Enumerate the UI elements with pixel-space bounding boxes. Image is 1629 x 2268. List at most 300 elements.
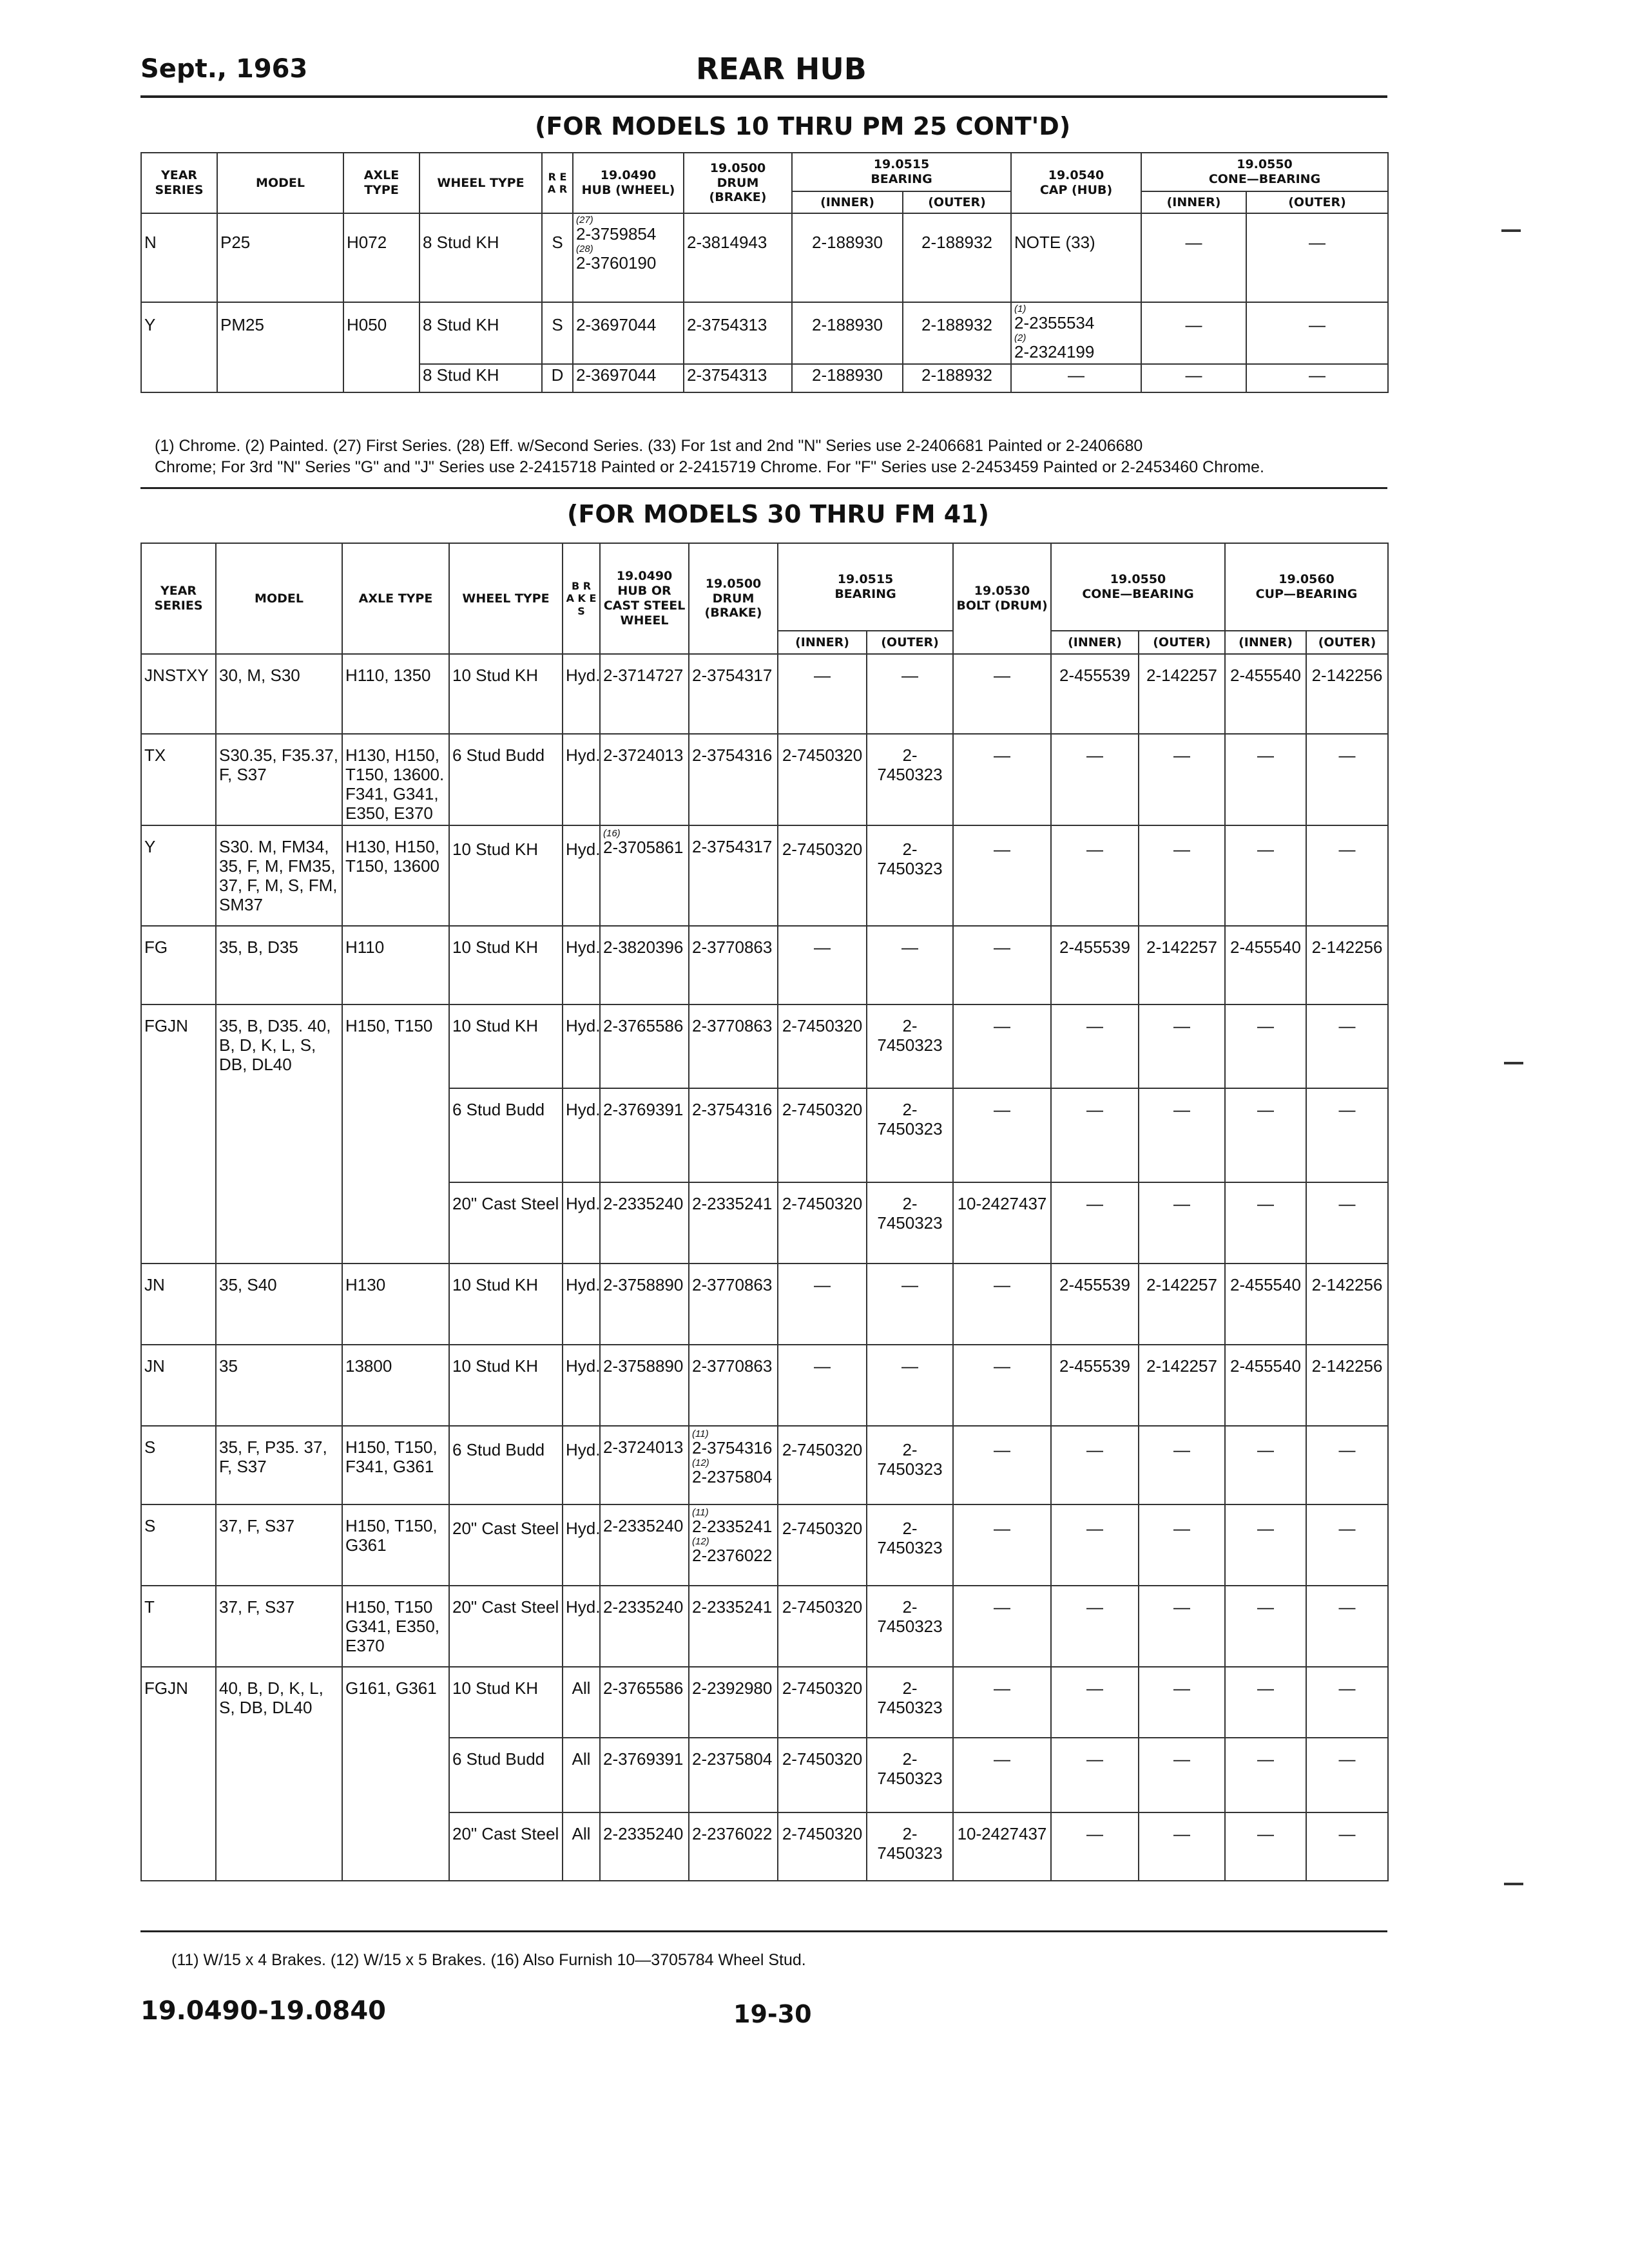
- cell-axle: H050: [343, 302, 419, 392]
- cell-year: JNSTXY: [141, 654, 216, 734]
- cell-cup-outer: —: [1306, 1812, 1388, 1881]
- table-row: [141, 825, 1388, 926]
- cell-brakes: All: [563, 1667, 600, 1738]
- cell-cone-outer: —: [1139, 1586, 1225, 1667]
- cell-year: JN: [141, 1345, 216, 1426]
- col-hub-code: 19.0490: [600, 168, 657, 183]
- cell-cone-inner: —: [1051, 825, 1139, 926]
- col-cone: [1051, 543, 1225, 631]
- cell-cup-inner: —: [1225, 1426, 1306, 1504]
- cell-wheel: 10 Stud KH: [449, 1264, 563, 1345]
- col-drum: [684, 153, 792, 213]
- cell-inner: 2-7450320: [778, 1426, 867, 1504]
- cell-hub: 2-2335240: [600, 1182, 689, 1264]
- cell-inner: 2-7450320: [778, 825, 867, 926]
- cell-wheel: 10 Stud KH: [449, 1345, 563, 1426]
- table1-footnote: [155, 436, 1379, 477]
- cell-drum: 2-2375804: [689, 1738, 778, 1812]
- note-ref: (11): [692, 1507, 709, 1518]
- margin-mark: [1504, 1062, 1523, 1064]
- cell-wheel: 20" Cast Steel: [449, 1182, 563, 1264]
- col-cap-code: 19.0540: [1048, 168, 1104, 183]
- cell-cup-inner: —: [1225, 1738, 1306, 1812]
- cell-outer: —: [867, 926, 953, 1004]
- col-bearing-outer: (OUTER): [903, 191, 1011, 213]
- col-bearing-code: 19.0515: [873, 157, 930, 172]
- cell-hub: 2-3697044: [573, 364, 684, 392]
- cell-cone-outer: —: [1246, 302, 1388, 364]
- table-row: [141, 1586, 1388, 1667]
- cell-bolt: —: [953, 654, 1051, 734]
- cell-inner: 2-7450320: [778, 1182, 867, 1264]
- part-number: 2-2355534: [1014, 313, 1095, 332]
- cell-cone-inner: —: [1141, 213, 1246, 302]
- cell-cone-inner: —: [1051, 1504, 1139, 1586]
- divider: [140, 487, 1387, 489]
- cell-hub: 2-3820396: [600, 926, 689, 1004]
- cell-brakes: Hyd.: [563, 825, 600, 926]
- cell-cup-outer: 2-142256: [1306, 926, 1388, 1004]
- table2: [140, 543, 1389, 1881]
- col-bearing: [792, 153, 1011, 191]
- cell-cup-inner: —: [1225, 1088, 1306, 1182]
- cell-outer: 2-7450323: [867, 1504, 953, 1586]
- cell-bolt: —: [953, 1504, 1051, 1586]
- col-drum-code: 19.0500: [709, 160, 766, 175]
- table1: [140, 152, 1389, 393]
- cell-cup-inner: 2-455540: [1225, 1345, 1306, 1426]
- cell-cone-inner: 2-455539: [1051, 1264, 1139, 1345]
- cell-cup-outer: —: [1306, 1182, 1388, 1264]
- cell-outer: 2-188932: [903, 364, 1011, 392]
- note-ref: (27): [576, 215, 593, 226]
- cell-cone-outer: 2-142257: [1139, 926, 1225, 1004]
- cell-cup-inner: —: [1225, 1182, 1306, 1264]
- table1-title: (FOR MODELS 10 THRU PM 25 CONT'D): [535, 112, 1071, 140]
- cell-hub: 2-2335240: [600, 1586, 689, 1667]
- col-cup-inner: (INNER): [1225, 631, 1306, 654]
- cell-cone-outer: —: [1139, 1504, 1225, 1586]
- cell-bolt: —: [953, 1004, 1051, 1088]
- cell-wheel: 6 Stud Budd: [449, 1426, 563, 1504]
- cell-drum: 2-3770863: [689, 1004, 778, 1088]
- cell-drum: 2-3754313: [684, 302, 792, 364]
- cell-drum: 2-3754317: [689, 654, 778, 734]
- note-ref: (12): [692, 1535, 709, 1547]
- cell-inner: 2-7450320: [778, 734, 867, 825]
- cell-model: 40, B, D, K, L, S, DB, DL40: [216, 1667, 342, 1881]
- col-cone-outer: (OUTER): [1139, 631, 1225, 654]
- cell-cup-outer: —: [1306, 1586, 1388, 1667]
- cell-cone-inner: 2-455539: [1051, 1345, 1139, 1426]
- cell-cup-outer: —: [1306, 734, 1388, 825]
- cell-drum: 2-3814943: [684, 213, 792, 302]
- cell-axle: H150, T150, G361: [342, 1504, 449, 1586]
- table-row: [141, 1426, 1388, 1504]
- cell-brakes: Hyd.: [563, 1345, 600, 1426]
- col-bearing-code: 19.0515: [837, 572, 894, 587]
- cell-cone-outer: —: [1139, 734, 1225, 825]
- cell-brakes: Hyd.: [563, 926, 600, 1004]
- cell-outer: 2-7450323: [867, 1667, 953, 1738]
- col-drum-label: DRUM (BRAKE): [704, 591, 762, 620]
- cell-cone-inner: —: [1051, 1004, 1139, 1088]
- cell-cup-inner: —: [1225, 1504, 1306, 1586]
- col-bearing-label: BEARING: [871, 172, 932, 186]
- col-brakes: B R A K E S: [563, 543, 600, 654]
- col-cup-code: 19.0560: [1278, 572, 1335, 587]
- table-row: [141, 1345, 1388, 1426]
- cell-drum: 2-2392980: [689, 1667, 778, 1738]
- cell-hub: [600, 825, 689, 926]
- cell-rear: S: [542, 302, 573, 364]
- table-row: [141, 1264, 1388, 1345]
- table-row: [141, 213, 1388, 302]
- cell-cone-inner: 2-455539: [1051, 654, 1139, 734]
- table-row: [141, 654, 1388, 734]
- cell-year: FG: [141, 926, 216, 1004]
- cell-year: JN: [141, 1264, 216, 1345]
- cell-wheel: 20" Cast Steel: [449, 1586, 563, 1667]
- cell-cup-inner: —: [1225, 1667, 1306, 1738]
- cell-cup-inner: —: [1225, 1586, 1306, 1667]
- cell-cone-inner: —: [1051, 1182, 1139, 1264]
- cell-axle: H130, H150, T150, 13600. F341, G341, E350, E370: [342, 734, 449, 825]
- cell-hub: 2-3769391: [600, 1088, 689, 1182]
- cell-wheel: 10 Stud KH: [449, 825, 563, 926]
- part-number: 2-2375804: [692, 1466, 773, 1486]
- col-cup-outer: (OUTER): [1306, 631, 1388, 654]
- table-row: [141, 734, 1388, 825]
- cell-wheel: 6 Stud Budd: [449, 1738, 563, 1812]
- cell-drum: 2-2335241: [689, 1586, 778, 1667]
- cell-drum: 2-3754316: [689, 734, 778, 825]
- divider: [140, 1930, 1387, 1932]
- col-bearing-inner: (INNER): [778, 631, 867, 654]
- cell-cone-inner: —: [1051, 734, 1139, 825]
- cell-inner: 2-7450320: [778, 1812, 867, 1881]
- cell-model: 37, F, S37: [216, 1586, 342, 1667]
- table-row: [141, 302, 1388, 364]
- cell-axle: H150, T150: [342, 1004, 449, 1264]
- cell-outer: 2-7450323: [867, 825, 953, 926]
- cell-outer: 2-7450323: [867, 1586, 953, 1667]
- note-ref: (16): [603, 828, 621, 839]
- cell-brakes: Hyd.: [563, 1004, 600, 1088]
- cell-axle: H072: [343, 213, 419, 302]
- cell-wheel: 10 Stud KH: [449, 1667, 563, 1738]
- cell-cone-inner: —: [1141, 302, 1246, 364]
- margin-mark: [1501, 229, 1521, 232]
- cell-hub: [573, 213, 684, 302]
- cell-cup-outer: —: [1306, 1426, 1388, 1504]
- cell-model: 35, B, D35. 40, B, D, K, L, S, DB, DL40: [216, 1004, 342, 1264]
- cell-inner: 2-188930: [792, 364, 903, 392]
- cell-drum: [689, 1504, 778, 1586]
- cell-model: P25: [217, 213, 343, 302]
- cell-cone-outer: —: [1139, 1182, 1225, 1264]
- cell-year: FGJN: [141, 1004, 216, 1264]
- cell-bolt: —: [953, 1586, 1051, 1667]
- cell-cone-inner: —: [1051, 1088, 1139, 1182]
- cell-model: 35, S40: [216, 1264, 342, 1345]
- col-bearing-label: BEARING: [834, 587, 896, 601]
- cell-cap: —: [1011, 364, 1141, 392]
- table2-title: (FOR MODELS 30 THRU FM 41): [567, 500, 989, 528]
- cell-outer: 2-188932: [903, 213, 1011, 302]
- col-hub-code: 19.0490: [616, 569, 673, 584]
- cell-drum: 2-3770863: [689, 1264, 778, 1345]
- cell-brakes: Hyd.: [563, 1264, 600, 1345]
- col-year: YEAR SERIES: [141, 543, 216, 654]
- cell-axle: H130: [342, 1264, 449, 1345]
- cell-year: T: [141, 1586, 216, 1667]
- table2-footnote: (11) W/15 x 4 Brakes. (12) W/15 x 5 Brakes. (16) Also Furnish 10—3705784 Wheel Stud.: [171, 1951, 806, 1969]
- cell-hub: 2-3714727: [600, 654, 689, 734]
- col-rear: R E A R: [542, 153, 573, 213]
- col-drum-label: DRUM (BRAKE): [709, 175, 767, 205]
- col-wheel: WHEEL TYPE: [449, 543, 563, 654]
- col-cup-label: CUP—BEARING: [1255, 587, 1358, 601]
- cell-bolt: —: [953, 926, 1051, 1004]
- cell-brakes: Hyd.: [563, 734, 600, 825]
- cell-year: TX: [141, 734, 216, 825]
- col-cap-label: CAP (HUB): [1039, 183, 1113, 197]
- cell-bolt: —: [953, 1667, 1051, 1738]
- col-cone-outer: (OUTER): [1246, 191, 1388, 213]
- cell-cup-outer: —: [1306, 1004, 1388, 1088]
- cell-cone-inner: —: [1051, 1667, 1139, 1738]
- cell-cup-inner: 2-455540: [1225, 654, 1306, 734]
- cell-cup-outer: —: [1306, 1504, 1388, 1586]
- cell-bolt: —: [953, 1088, 1051, 1182]
- col-bolt-label: BOLT (DRUM): [956, 599, 1048, 613]
- part-number: 2-2335241: [692, 1517, 773, 1536]
- cell-hub: 2-3769391: [600, 1738, 689, 1812]
- cell-outer: —: [867, 654, 953, 734]
- note-ref: (28): [576, 243, 593, 255]
- cell-cone-outer: —: [1139, 1667, 1225, 1738]
- part-number: 2-2376022: [692, 1545, 773, 1565]
- cell-inner: 2-7450320: [778, 1004, 867, 1088]
- cell-drum: 2-2376022: [689, 1812, 778, 1881]
- cell-axle: 13800: [342, 1345, 449, 1426]
- cell-cup-outer: —: [1306, 825, 1388, 926]
- cell-brakes: Hyd.: [563, 1426, 600, 1504]
- cell-cone-inner: —: [1051, 1812, 1139, 1881]
- cell-cone-outer: —: [1139, 1738, 1225, 1812]
- cell-bolt: —: [953, 734, 1051, 825]
- cell-inner: —: [778, 1345, 867, 1426]
- cell-axle: G161, G361: [342, 1667, 449, 1881]
- cell-hub: 2-3724013: [600, 1426, 689, 1504]
- cell-hub: 2-2335240: [600, 1504, 689, 1586]
- col-cone-inner: (INNER): [1141, 191, 1246, 213]
- cell-cone-outer: —: [1139, 1812, 1225, 1881]
- cell-wheel: 10 Stud KH: [449, 654, 563, 734]
- col-cone-label: CONE—BEARING: [1082, 587, 1194, 601]
- col-cone-code: 19.0550: [1110, 572, 1166, 587]
- cell-wheel: 10 Stud KH: [449, 1004, 563, 1088]
- col-hub: [600, 543, 689, 654]
- note-ref: (11): [692, 1428, 709, 1439]
- cell-brakes: All: [563, 1812, 600, 1881]
- col-hub-label: HUB OR CAST STEEL WHEEL: [603, 584, 686, 628]
- cell-model: S30. M, FM34, 35, F, M, FM35, 37, F, M, S, FM, SM37: [216, 825, 342, 926]
- page-title: REAR HUB: [696, 52, 867, 86]
- col-hub: [573, 153, 684, 213]
- cell-brakes: Hyd.: [563, 1182, 600, 1264]
- cell-cone-outer: —: [1139, 825, 1225, 926]
- col-drum: [689, 543, 778, 654]
- cell-cap: [1011, 302, 1141, 364]
- cell-cone-outer: —: [1139, 1088, 1225, 1182]
- cell-wheel: 20" Cast Steel: [449, 1504, 563, 1586]
- cell-bolt: —: [953, 1426, 1051, 1504]
- cell-model: 35, F, P35. 37, F, S37: [216, 1426, 342, 1504]
- cell-model: 30, M, S30: [216, 654, 342, 734]
- cell-inner: 2-7450320: [778, 1738, 867, 1812]
- cell-bolt: —: [953, 1264, 1051, 1345]
- col-year: YEAR SERIES: [141, 153, 217, 213]
- part-number: 2-3705861: [603, 838, 684, 857]
- cell-model: S30.35, F35.37, F, S37: [216, 734, 342, 825]
- cell-axle: H110, 1350: [342, 654, 449, 734]
- cell-model: 35: [216, 1345, 342, 1426]
- cell-brakes: All: [563, 1738, 600, 1812]
- cell-wheel: 8 Stud KH: [419, 364, 542, 392]
- cell-cup-inner: —: [1225, 825, 1306, 926]
- cell-cup-outer: —: [1306, 1738, 1388, 1812]
- table-row: [141, 1504, 1388, 1586]
- header-date: Sept., 1963: [140, 54, 308, 84]
- cell-cone-inner: —: [1051, 1738, 1139, 1812]
- cell-inner: 2-188930: [792, 213, 903, 302]
- cell-drum: 2-3770863: [689, 926, 778, 1004]
- cell-cone-outer: —: [1246, 213, 1388, 302]
- cell-wheel: 10 Stud KH: [449, 926, 563, 1004]
- cell-cup-inner: 2-455540: [1225, 1264, 1306, 1345]
- col-bolt: [953, 543, 1051, 654]
- footer-section-code: 19.0490-19.0840: [140, 1996, 386, 2026]
- cell-wheel: 6 Stud Budd: [449, 734, 563, 825]
- note-ref: (1): [1014, 303, 1027, 314]
- cell-year: S: [141, 1426, 216, 1504]
- col-cone-inner: (INNER): [1051, 631, 1139, 654]
- cell-axle: H150, T150 G341, E350, E370: [342, 1586, 449, 1667]
- part-number: 2-3760190: [576, 253, 657, 273]
- note-ref: (12): [692, 1457, 709, 1468]
- col-model: MODEL: [217, 153, 343, 213]
- col-bearing-outer: (OUTER): [867, 631, 953, 654]
- cell-axle: H150, T150, F341, G361: [342, 1426, 449, 1504]
- col-bearing-inner: (INNER): [792, 191, 903, 213]
- cell-year: FGJN: [141, 1667, 216, 1881]
- col-drum-code: 19.0500: [705, 576, 762, 591]
- cell-hub: 2-3697044: [573, 302, 684, 364]
- col-hub-label: HUB (WHEEL): [581, 183, 675, 197]
- cell-bolt: 10-2427437: [953, 1182, 1051, 1264]
- col-model: MODEL: [216, 543, 342, 654]
- cell-hub: 2-3724013: [600, 734, 689, 825]
- cell-cup-inner: —: [1225, 1004, 1306, 1088]
- cell-year: Y: [141, 825, 216, 926]
- cell-cone-inner: 2-455539: [1051, 926, 1139, 1004]
- cell-cone-inner: —: [1051, 1586, 1139, 1667]
- cell-bolt: 10-2427437: [953, 1812, 1051, 1881]
- part-number: 2-3759854: [576, 224, 657, 244]
- col-wheel: WHEEL TYPE: [419, 153, 542, 213]
- cell-drum: 2-3754316: [689, 1088, 778, 1182]
- cell-outer: 2-188932: [903, 302, 1011, 364]
- cell-wheel: 6 Stud Budd: [449, 1088, 563, 1182]
- part-number: 2-2324199: [1014, 341, 1095, 361]
- cell-cup-outer: —: [1306, 1088, 1388, 1182]
- header-rule: [140, 95, 1387, 98]
- cell-cup-outer: 2-142256: [1306, 1264, 1388, 1345]
- cell-cone-outer: —: [1246, 364, 1388, 392]
- cell-outer: 2-7450323: [867, 1738, 953, 1812]
- col-cone-code: 19.0550: [1237, 157, 1293, 172]
- cell-drum: 2-2335241: [689, 1182, 778, 1264]
- cell-bolt: —: [953, 825, 1051, 926]
- cell-year: N: [141, 213, 217, 302]
- cell-axle: H130, H150, T150, 13600: [342, 825, 449, 926]
- cell-hub: 2-3765586: [600, 1004, 689, 1088]
- cell-drum: 2-3770863: [689, 1345, 778, 1426]
- cell-cone-outer: 2-142257: [1139, 654, 1225, 734]
- cell-cup-inner: —: [1225, 1812, 1306, 1881]
- table-row: [141, 1004, 1388, 1088]
- cell-cup-outer: 2-142256: [1306, 654, 1388, 734]
- cell-inner: 2-7450320: [778, 1667, 867, 1738]
- cell-inner: —: [778, 1264, 867, 1345]
- cell-hub: 2-3758890: [600, 1345, 689, 1426]
- col-cap: [1011, 153, 1141, 213]
- cell-cone-outer: 2-142257: [1139, 1345, 1225, 1426]
- cell-rear: S: [542, 213, 573, 302]
- cell-inner: —: [778, 926, 867, 1004]
- part-number: 2-3754316: [692, 1438, 773, 1457]
- cell-drum: [689, 1426, 778, 1504]
- cell-wheel: 8 Stud KH: [419, 213, 542, 302]
- cell-cup-outer: 2-142256: [1306, 1345, 1388, 1426]
- cell-cap: NOTE (33): [1011, 213, 1141, 302]
- col-cone: [1141, 153, 1388, 191]
- cell-inner: 2-7450320: [778, 1504, 867, 1586]
- cell-axle: H110: [342, 926, 449, 1004]
- table-row: [141, 1667, 1388, 1738]
- col-cone-label: CONE—BEARING: [1208, 172, 1321, 186]
- cell-outer: 2-7450323: [867, 734, 953, 825]
- cell-outer: 2-7450323: [867, 1088, 953, 1182]
- cell-cone-outer: —: [1139, 1426, 1225, 1504]
- cell-outer: 2-7450323: [867, 1426, 953, 1504]
- cell-drum: 2-3754317: [689, 825, 778, 926]
- footnote-line: Chrome; For 3rd "N" Series "G" and "J" Series use 2-2415718 Painted or 2-2415719 Chrome. For "F" Series use 2-2453459 Painted or 2-2453460 Chrome.: [155, 457, 1264, 476]
- cell-cone-inner: —: [1141, 364, 1246, 392]
- cell-outer: 2-7450323: [867, 1182, 953, 1264]
- cell-brakes: Hyd.: [563, 1504, 600, 1586]
- cell-cone-inner: —: [1051, 1426, 1139, 1504]
- cell-outer: 2-7450323: [867, 1004, 953, 1088]
- col-axle: AXLE TYPE: [343, 153, 419, 213]
- cell-cup-inner: —: [1225, 734, 1306, 825]
- page-number: 19-30: [733, 2000, 812, 2028]
- cell-model: PM25: [217, 302, 343, 392]
- cell-wheel: 8 Stud KH: [419, 302, 542, 364]
- cell-wheel: 20" Cast Steel: [449, 1812, 563, 1881]
